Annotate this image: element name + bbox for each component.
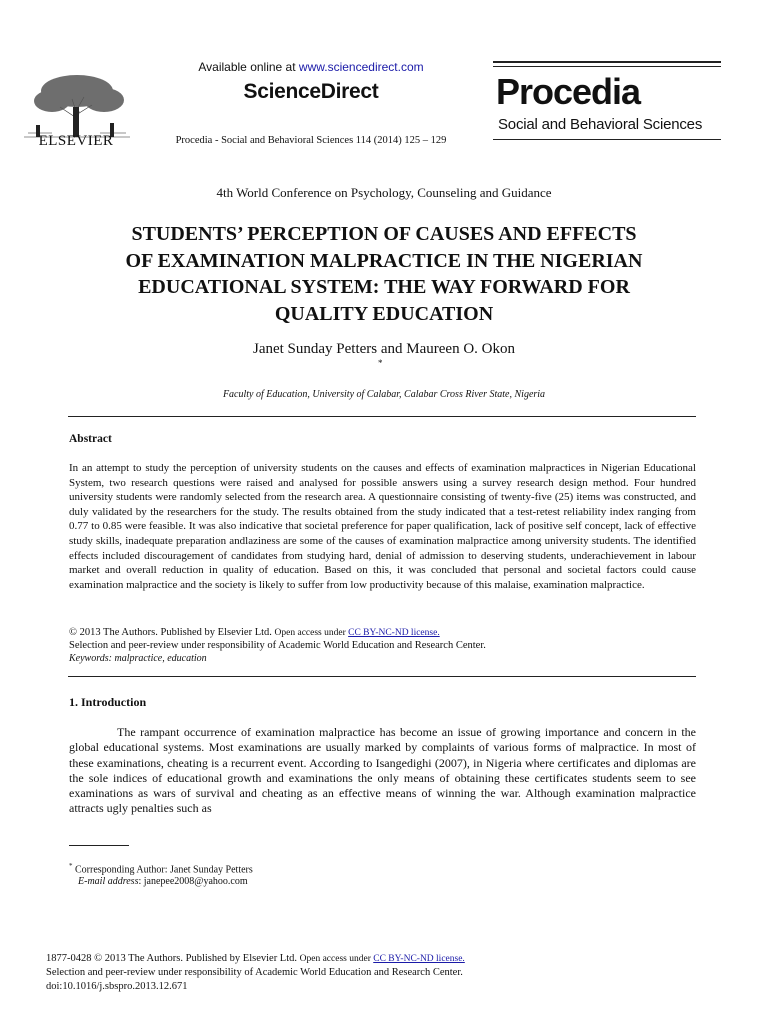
title-line: STUDENTS’ PERCEPTION OF CAUSES AND EFFECTS bbox=[131, 223, 637, 245]
authors: Janet Sunday Petters and Maureen O. Okon bbox=[252, 341, 516, 357]
footnote-author bbox=[69, 862, 253, 875]
affiliation: Faculty of Education, University of Calabar, Calabar Cross River State, Nigeria bbox=[222, 389, 546, 400]
introduction-text: The rampant occurrence of examination malpractice has become an issue of growing importance and concern in the global educational systems. Most examinations are usually marked by complaints of various forms of malpractice. In most of these examinations, cheating is a recurrent event. According to Isangedighi (2007), in Nigeria where certificates and diplomas are the sole indices of educational growth and examinations the only means of obtaining these certificates students seem to see examinations as wars of survival and cheating as an effective means of winning the war. Although examination malpractice attracts ugly penalties such as bbox=[69, 725, 696, 816]
journal-reference: Procedia - Social and Behavioral Sciences 114 (2014) 125 – 129 bbox=[175, 135, 447, 146]
copyright-text: © 2013 The Authors. Published by Elsevier Ltd. bbox=[69, 627, 275, 638]
divider bbox=[68, 676, 696, 677]
footnote-mark: * bbox=[69, 862, 73, 870]
peer-review-line: Selection and peer-review under responsibility of Academic World Education and Research Center. bbox=[46, 967, 463, 978]
sciencedirect-link[interactable]: www.sciencedirect.com bbox=[298, 60, 424, 74]
copyright-line bbox=[69, 626, 440, 640]
license-link[interactable]: CC BY-NC-ND license. bbox=[348, 628, 440, 638]
procedia-title: Procedia bbox=[496, 71, 641, 112]
open-access-text: Open access under bbox=[299, 954, 374, 964]
peer-review-line: Selection and peer-review under responsibility of Academic World Education and Research Center. bbox=[69, 640, 486, 651]
available-prefix: Available online at bbox=[198, 60, 299, 74]
abstract-text: In an attempt to study the perception of university students on the causes and effects of examination malpractices in Nigerian Educational System, two research questions were raised and analysed for possible answers using a survey research design method. Four hundred university students were randomly selected from the research area. A questionnaire consisting of twenty-five (25) items was constructed, and duly validated by the researchers for the study. The results obtained from the study indicated that a test-retest reliability index ranging from 0.77 to 0.85 were feasible. It was also indicative that societal preference for paper qualification, lack of positive self concept, lack of effective study skills, inadequate preparation andlaziness are some of the causes of examination malpractice among university students. The identified effects included discouragement of candidates from studying hard, denial of admission to deserving students, underachievement in labour market and overall reduction in quality of education. Based on this, it was concluded that personal and societal factors could cause examination malpractice and the society is likely to suffer from low productivity because of this malaise, examination malpractice. bbox=[69, 462, 696, 591]
email-label: E-mail address bbox=[78, 876, 139, 887]
issn-text: 1877-0428 © 2013 The Authors. Published by Elsevier Ltd. bbox=[46, 953, 300, 964]
procedia-bottom-rule bbox=[493, 139, 721, 140]
author-mark: * bbox=[378, 358, 383, 368]
email: : janepee2008@yahoo.com bbox=[138, 876, 248, 887]
procedia-top-rule bbox=[493, 61, 721, 63]
doi: doi:10.1016/j.sbspro.2013.12.671 bbox=[46, 981, 188, 992]
available-online-line bbox=[150, 60, 472, 74]
procedia-top-rule-thin bbox=[493, 66, 721, 67]
section-heading: 1. Introduction bbox=[69, 695, 147, 709]
open-access-text: Open access under bbox=[274, 628, 349, 638]
procedia-subtitle: Social and Behavioral Sciences bbox=[498, 116, 703, 133]
title-line: QUALITY EDUCATION bbox=[274, 302, 494, 325]
abstract-heading: Abstract bbox=[69, 433, 112, 445]
keywords-line bbox=[69, 652, 207, 665]
corresponding-author: Corresponding Author: Janet Sunday Petters bbox=[72, 864, 253, 876]
paper-title bbox=[60, 221, 708, 327]
divider bbox=[68, 416, 696, 417]
conference-name: 4th World Conference on Psychology, Counseling and Guidance bbox=[216, 185, 552, 200]
keywords-label: Keywords: bbox=[69, 653, 112, 664]
issn-line bbox=[46, 953, 465, 964]
footnote-email bbox=[78, 876, 248, 887]
footnote-rule bbox=[69, 845, 129, 846]
keywords: malpractice, education bbox=[111, 653, 207, 664]
license-link[interactable]: CC BY-NC-ND license. bbox=[373, 954, 465, 964]
elsevier-wordmark: ELSEVIER bbox=[38, 133, 114, 149]
title-line: EDUCATIONAL SYSTEM: THE WAY FORWARD FOR bbox=[138, 276, 630, 298]
title-line: OF EXAMINATION MALPRACTICE IN THE NIGERIAN bbox=[125, 249, 643, 272]
sciencedirect-logo: ScienceDirect bbox=[243, 80, 379, 103]
